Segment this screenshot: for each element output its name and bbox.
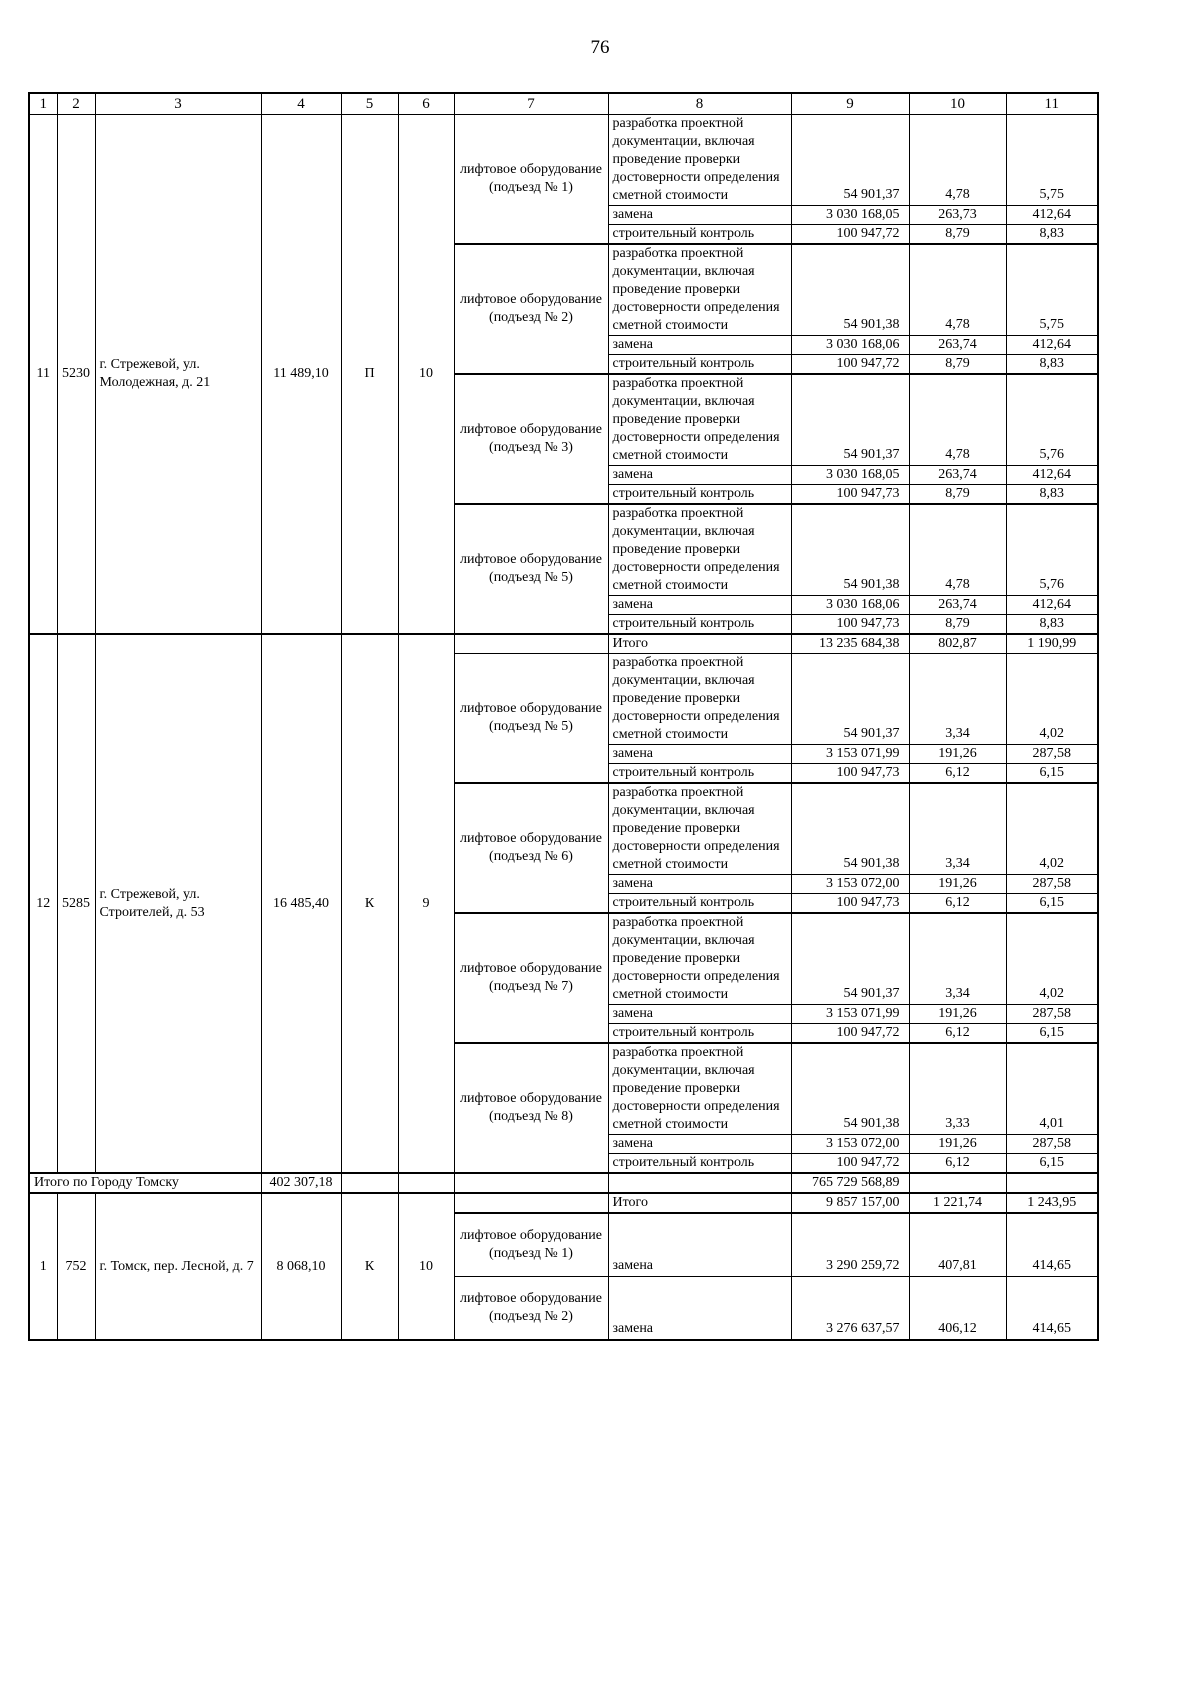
cell-equipment-label: лифтовое оборудование (подъезд № 1): [454, 115, 608, 245]
cell-work-type: разработка проектной документации, включая проведение проверки достоверности определения сметной стоимости: [608, 244, 791, 336]
cell-cost-value: 100 947,73: [791, 764, 909, 784]
cell-equipment-label: лифтовое оборудование (подъезд № 2): [454, 244, 608, 374]
cell-object-code: 5230: [57, 115, 95, 635]
cell-cost-value: 54 901,37: [791, 115, 909, 206]
cell-value-col11: 4,02: [1006, 913, 1098, 1005]
cell-value-col10: 6,12: [909, 894, 1006, 914]
cell-cost-value: 3 030 168,05: [791, 466, 909, 485]
cell-cost-value: 100 947,72: [791, 1024, 909, 1044]
cell-value-col10: 4,78: [909, 244, 1006, 336]
cell-equipment-label: [454, 1173, 608, 1193]
cell-work-type: разработка проектной документации, включая проведение проверки достоверности определения сметной стоимости: [608, 115, 791, 206]
cell-work-type: строительный контроль: [608, 764, 791, 784]
cell-value-col11: 287,58: [1006, 875, 1098, 894]
column-header-11: 11: [1006, 93, 1098, 115]
cell-cost-value: 54 901,37: [791, 374, 909, 466]
cell-cost-value: 765 729 568,89: [791, 1173, 909, 1193]
cell-value-col11: 4,02: [1006, 783, 1098, 875]
cell-area: 11 489,10: [261, 115, 341, 635]
cell-equipment-label: лифтовое оборудование (подъезд № 5): [454, 654, 608, 784]
cell-address: г. Стрежевой, ул. Молодежная, д. 21: [95, 115, 261, 635]
cell-address: г. Томск, пер. Лесной, д. 7: [95, 1193, 261, 1340]
cell-work-type: разработка проектной документации, включая проведение проверки достоверности определения сметной стоимости: [608, 654, 791, 745]
cell-value-col11: 1 243,95: [1006, 1193, 1098, 1213]
cell-equipment-label: лифтовое оборудование (подъезд № 5): [454, 504, 608, 634]
cell-value-col11: 6,15: [1006, 1154, 1098, 1174]
cell-value-col11: 6,15: [1006, 1024, 1098, 1044]
column-header-2: 2: [57, 93, 95, 115]
cell-work-type: [608, 1173, 791, 1193]
cell-equipment-label: [454, 634, 608, 654]
cell-value-col10: 8,79: [909, 615, 1006, 635]
cell-value-col10: [909, 1173, 1006, 1193]
cell-cost-value: 3 153 071,99: [791, 745, 909, 764]
cell-value-col10: 4,78: [909, 504, 1006, 596]
cell-repair-method: П: [341, 115, 398, 635]
table-row: [29, 1173, 1098, 1193]
cell-cost-value: 100 947,72: [791, 1154, 909, 1174]
cell-cost-value: 100 947,72: [791, 225, 909, 245]
cell-work-type: Итого: [608, 1193, 791, 1213]
cell-cost-value: 3 030 168,06: [791, 596, 909, 615]
cell-value-col10: 406,12: [909, 1277, 1006, 1341]
cell-value-col10: 191,26: [909, 1135, 1006, 1154]
cell-row-number: 11: [29, 115, 57, 635]
cell-work-type: строительный контроль: [608, 615, 791, 635]
cell-repair-method: [341, 1173, 398, 1193]
cell-area: 8 068,10: [261, 1193, 341, 1340]
cell-equipment-label: лифтовое оборудование (подъезд № 3): [454, 374, 608, 504]
table-row: [29, 115, 1098, 206]
cell-lift-count: 10: [398, 1193, 454, 1340]
cell-value-col10: 3,34: [909, 654, 1006, 745]
cell-value-col10: 6,12: [909, 1154, 1006, 1174]
cell-work-type: замена: [608, 336, 791, 355]
cell-cost-value: 100 947,73: [791, 894, 909, 914]
cell-work-type: строительный контроль: [608, 485, 791, 505]
cell-value-col11: 6,15: [1006, 764, 1098, 784]
cell-lift-count: 9: [398, 634, 454, 1173]
cell-cost-value: 3 153 072,00: [791, 1135, 909, 1154]
header-row: [29, 93, 1098, 115]
cell-cost-value: 54 901,38: [791, 1043, 909, 1135]
cell-cost-value: 100 947,73: [791, 615, 909, 635]
cell-cost-value: 100 947,73: [791, 485, 909, 505]
cell-work-type: строительный контроль: [608, 1024, 791, 1044]
cell-value-col11: 8,83: [1006, 615, 1098, 635]
column-header-7: 7: [454, 93, 608, 115]
cell-repair-method: К: [341, 634, 398, 1173]
cell-value-col10: 263,74: [909, 336, 1006, 355]
cell-cost-value: 3 030 168,06: [791, 336, 909, 355]
cell-value-col11: 5,76: [1006, 504, 1098, 596]
cell-value-col10: 3,34: [909, 913, 1006, 1005]
cell-value-col10: 263,73: [909, 206, 1006, 225]
cell-value-col10: 191,26: [909, 745, 1006, 764]
cell-work-type: замена: [608, 1005, 791, 1024]
cell-cost-value: 3 276 637,57: [791, 1277, 909, 1341]
cell-work-type: замена: [608, 1277, 791, 1341]
cell-value-col11: 5,76: [1006, 374, 1098, 466]
cell-lift-count: [398, 1173, 454, 1193]
column-header-6: 6: [398, 93, 454, 115]
cell-work-type: замена: [608, 875, 791, 894]
cell-value-col11: 414,65: [1006, 1213, 1098, 1277]
table-body: [29, 115, 1098, 1341]
cell-value-col11: 6,15: [1006, 894, 1098, 914]
cell-cost-value: 54 901,38: [791, 504, 909, 596]
cell-value-col11: 8,83: [1006, 355, 1098, 375]
cell-value-col11: 4,02: [1006, 654, 1098, 745]
cell-work-type: разработка проектной документации, включая проведение проверки достоверности определения сметной стоимости: [608, 783, 791, 875]
cell-value-col10: 8,79: [909, 355, 1006, 375]
cell-cost-value: 3 153 071,99: [791, 1005, 909, 1024]
cell-address: г. Стрежевой, ул. Строителей, д. 53: [95, 634, 261, 1173]
cell-cost-value: 54 901,38: [791, 783, 909, 875]
table-header: [29, 93, 1098, 115]
works-table: [28, 92, 1099, 1341]
cell-value-col10: 191,26: [909, 875, 1006, 894]
column-header-5: 5: [341, 93, 398, 115]
cell-row-number: Итого по Городу Томску: [29, 1173, 261, 1193]
cell-value-col11: 412,64: [1006, 336, 1098, 355]
column-header-4: 4: [261, 93, 341, 115]
page-number: 76: [590, 37, 610, 58]
cell-cost-value: 3 290 259,72: [791, 1213, 909, 1277]
cell-cost-value: 9 857 157,00: [791, 1193, 909, 1213]
column-header-9: 9: [791, 93, 909, 115]
cell-lift-count: 10: [398, 115, 454, 635]
cell-value-col10: 1 221,74: [909, 1193, 1006, 1213]
column-header-8: 8: [608, 93, 791, 115]
cell-cost-value: 54 901,37: [791, 654, 909, 745]
cell-cost-value: 54 901,38: [791, 244, 909, 336]
cell-value-col11: 1 190,99: [1006, 634, 1098, 654]
cell-cost-value: 13 235 684,38: [791, 634, 909, 654]
table-row: [29, 1193, 1098, 1213]
cell-value-col10: 802,87: [909, 634, 1006, 654]
cell-value-col10: 6,12: [909, 1024, 1006, 1044]
cell-work-type: строительный контроль: [608, 1154, 791, 1174]
cell-value-col11: 287,58: [1006, 745, 1098, 764]
cell-value-col11: 5,75: [1006, 244, 1098, 336]
cell-object-code: 5285: [57, 634, 95, 1173]
cell-work-type: разработка проектной документации, включая проведение проверки достоверности определения сметной стоимости: [608, 1043, 791, 1135]
cell-value-col10: 4,78: [909, 115, 1006, 206]
cell-work-type: разработка проектной документации, включая проведение проверки достоверности определения сметной стоимости: [608, 374, 791, 466]
cell-value-col11: 5,75: [1006, 115, 1098, 206]
cell-value-col11: 4,01: [1006, 1043, 1098, 1135]
cell-value-col10: 3,34: [909, 783, 1006, 875]
column-header-3: 3: [95, 93, 261, 115]
cell-value-col11: 8,83: [1006, 225, 1098, 245]
column-header-1: 1: [29, 93, 57, 115]
cell-work-type: строительный контроль: [608, 225, 791, 245]
cell-value-col10: 3,33: [909, 1043, 1006, 1135]
cell-object-code: 752: [57, 1193, 95, 1340]
cell-equipment-label: лифтовое оборудование (подъезд № 7): [454, 913, 608, 1043]
cell-value-col10: 191,26: [909, 1005, 1006, 1024]
cell-equipment-label: лифтовое оборудование (подъезд № 8): [454, 1043, 608, 1173]
cell-value-col10: 4,78: [909, 374, 1006, 466]
cell-work-type: замена: [608, 596, 791, 615]
cell-value-col10: 407,81: [909, 1213, 1006, 1277]
cell-value-col10: 263,74: [909, 596, 1006, 615]
cell-value-col10: 6,12: [909, 764, 1006, 784]
cell-equipment-label: лифтовое оборудование (подъезд № 1): [454, 1213, 608, 1277]
cell-row-number: 1: [29, 1193, 57, 1340]
table-row: [29, 634, 1098, 654]
cell-value-col10: 8,79: [909, 485, 1006, 505]
cell-work-type: строительный контроль: [608, 894, 791, 914]
cell-equipment-label: [454, 1193, 608, 1213]
cell-cost-value: 3 030 168,05: [791, 206, 909, 225]
cell-repair-method: К: [341, 1193, 398, 1340]
cell-equipment-label: лифтовое оборудование (подъезд № 6): [454, 783, 608, 913]
column-header-10: 10: [909, 93, 1006, 115]
cell-work-type: строительный контроль: [608, 355, 791, 375]
cell-value-col11: 412,64: [1006, 466, 1098, 485]
cell-value-col11: 287,58: [1006, 1135, 1098, 1154]
cell-area: 402 307,18: [261, 1173, 341, 1193]
cell-value-col11: 412,64: [1006, 206, 1098, 225]
cell-work-type: Итого: [608, 634, 791, 654]
cell-value-col11: 414,65: [1006, 1277, 1098, 1341]
cell-cost-value: 3 153 072,00: [791, 875, 909, 894]
cell-value-col11: 8,83: [1006, 485, 1098, 505]
cell-work-type: замена: [608, 206, 791, 225]
cell-work-type: замена: [608, 1135, 791, 1154]
cell-value-col10: 263,74: [909, 466, 1006, 485]
cell-value-col10: 8,79: [909, 225, 1006, 245]
cell-value-col11: 412,64: [1006, 596, 1098, 615]
cell-area: 16 485,40: [261, 634, 341, 1173]
cell-value-col11: 287,58: [1006, 1005, 1098, 1024]
cell-work-type: замена: [608, 1213, 791, 1277]
cell-work-type: замена: [608, 466, 791, 485]
cell-work-type: разработка проектной документации, включая проведение проверки достоверности определения сметной стоимости: [608, 913, 791, 1005]
cell-cost-value: 54 901,37: [791, 913, 909, 1005]
cell-row-number: 12: [29, 634, 57, 1173]
cell-work-type: замена: [608, 745, 791, 764]
cell-value-col11: [1006, 1173, 1098, 1193]
cell-cost-value: 100 947,72: [791, 355, 909, 375]
cell-work-type: разработка проектной документации, включая проведение проверки достоверности определения сметной стоимости: [608, 504, 791, 596]
cell-equipment-label: лифтовое оборудование (подъезд № 2): [454, 1277, 608, 1341]
